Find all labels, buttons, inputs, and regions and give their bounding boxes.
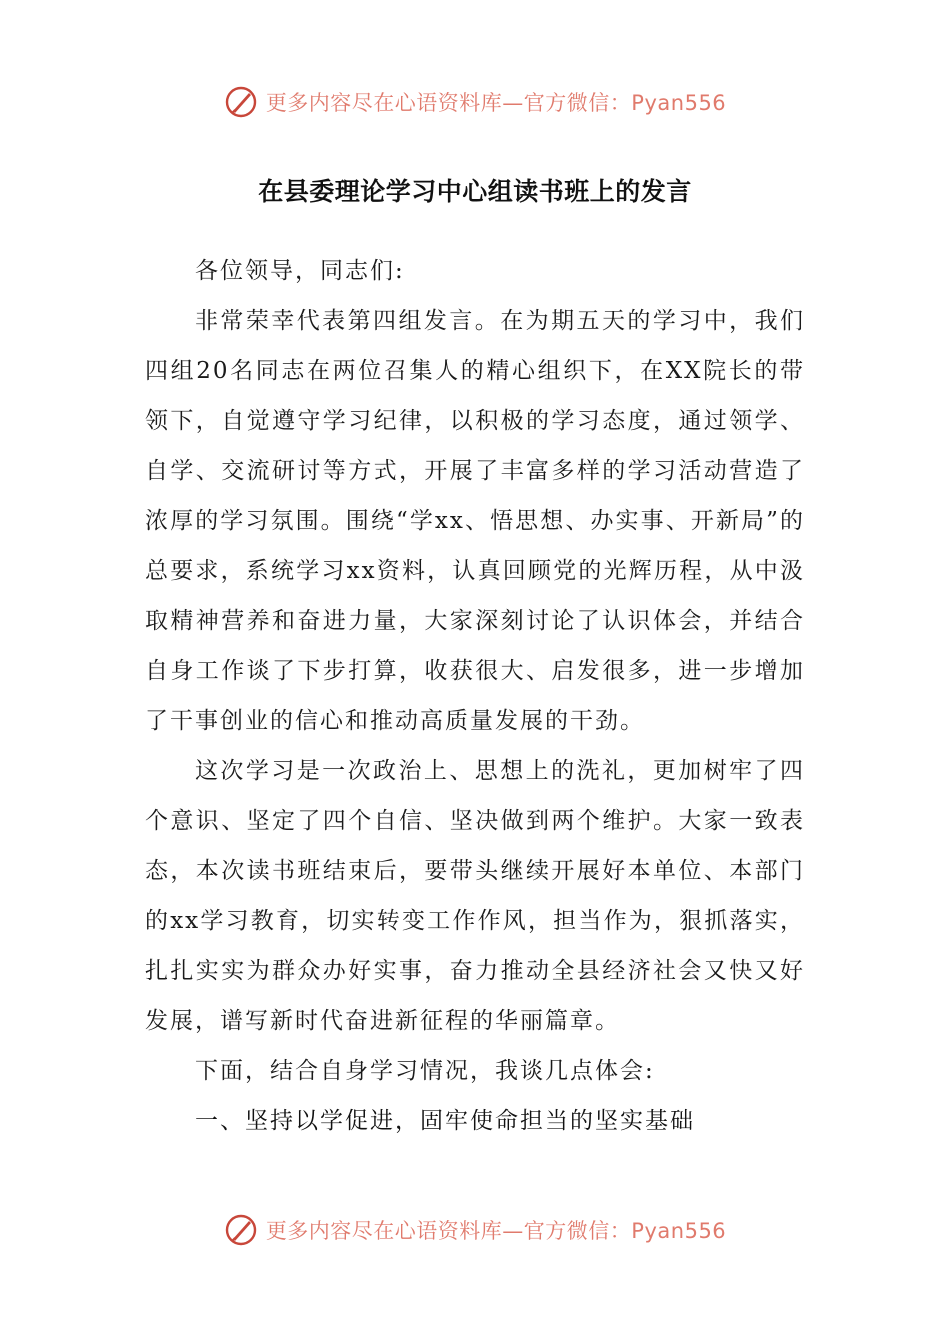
document-body xyxy=(145,246,805,1146)
watermark-banner-bottom xyxy=(0,1210,950,1250)
salutation: 各位领导，同志们: xyxy=(195,258,405,284)
watermark-text: 更多内容尽在心语资料库—官方微信：Pyan556 xyxy=(265,91,727,115)
watermark-banner-top xyxy=(0,82,950,122)
watermark-text: 更多内容尽在心语资料库—官方微信：Pyan556 xyxy=(265,1219,727,1243)
quill-pen-logo-icon xyxy=(224,85,258,119)
paragraph: 这次学习是一次政治上、思想上的洗礼，更加树牢了四个意识、坚定了四个自信、坚决做到两个维护。大家一致表态，本次读书班结束后，要带头继续开展好本单位、本部门的xx学习教育，切实转变工作作风，担当作为，狠抓落实，扎扎实实为群众办好实事，奋力推动全县经济社会又快又好发展，谱写新时代奋进新征程的华丽篇章。 xyxy=(145,758,805,1034)
section-heading: 一、坚持以学促进，固牢使命担当的坚实基础 xyxy=(195,1108,695,1134)
document-title: 在县委理论学习中心组读书班上的发言 xyxy=(258,177,692,206)
paragraph: 非常荣幸代表第四组发言。在为期五天的学习中，我们四组20名同志在两位召集人的精心组织下，在XX院长的带领下，自觉遵守学习纪律，以积极的学习态度，通过领学、自学、交流研讨等方式，开展了丰富多样的学习活动营造了浓厚的学习氛围。围绕“学xx、悟思想、办实事、开新局”的总要求，系统学习xx资料，认真回顾党的光辉历程，从中汲取精神营养和奋进力量，大家深刻讨论了认识体会，并结合自身工作谈了下步打算，收获很大、启发很多，进一步增加了干事创业的信心和推动高质量发展的干劲。 xyxy=(145,308,805,734)
quill-pen-logo-icon xyxy=(224,1213,258,1247)
paragraph: 下面，结合自身学习情况，我谈几点体会: xyxy=(195,1058,655,1084)
